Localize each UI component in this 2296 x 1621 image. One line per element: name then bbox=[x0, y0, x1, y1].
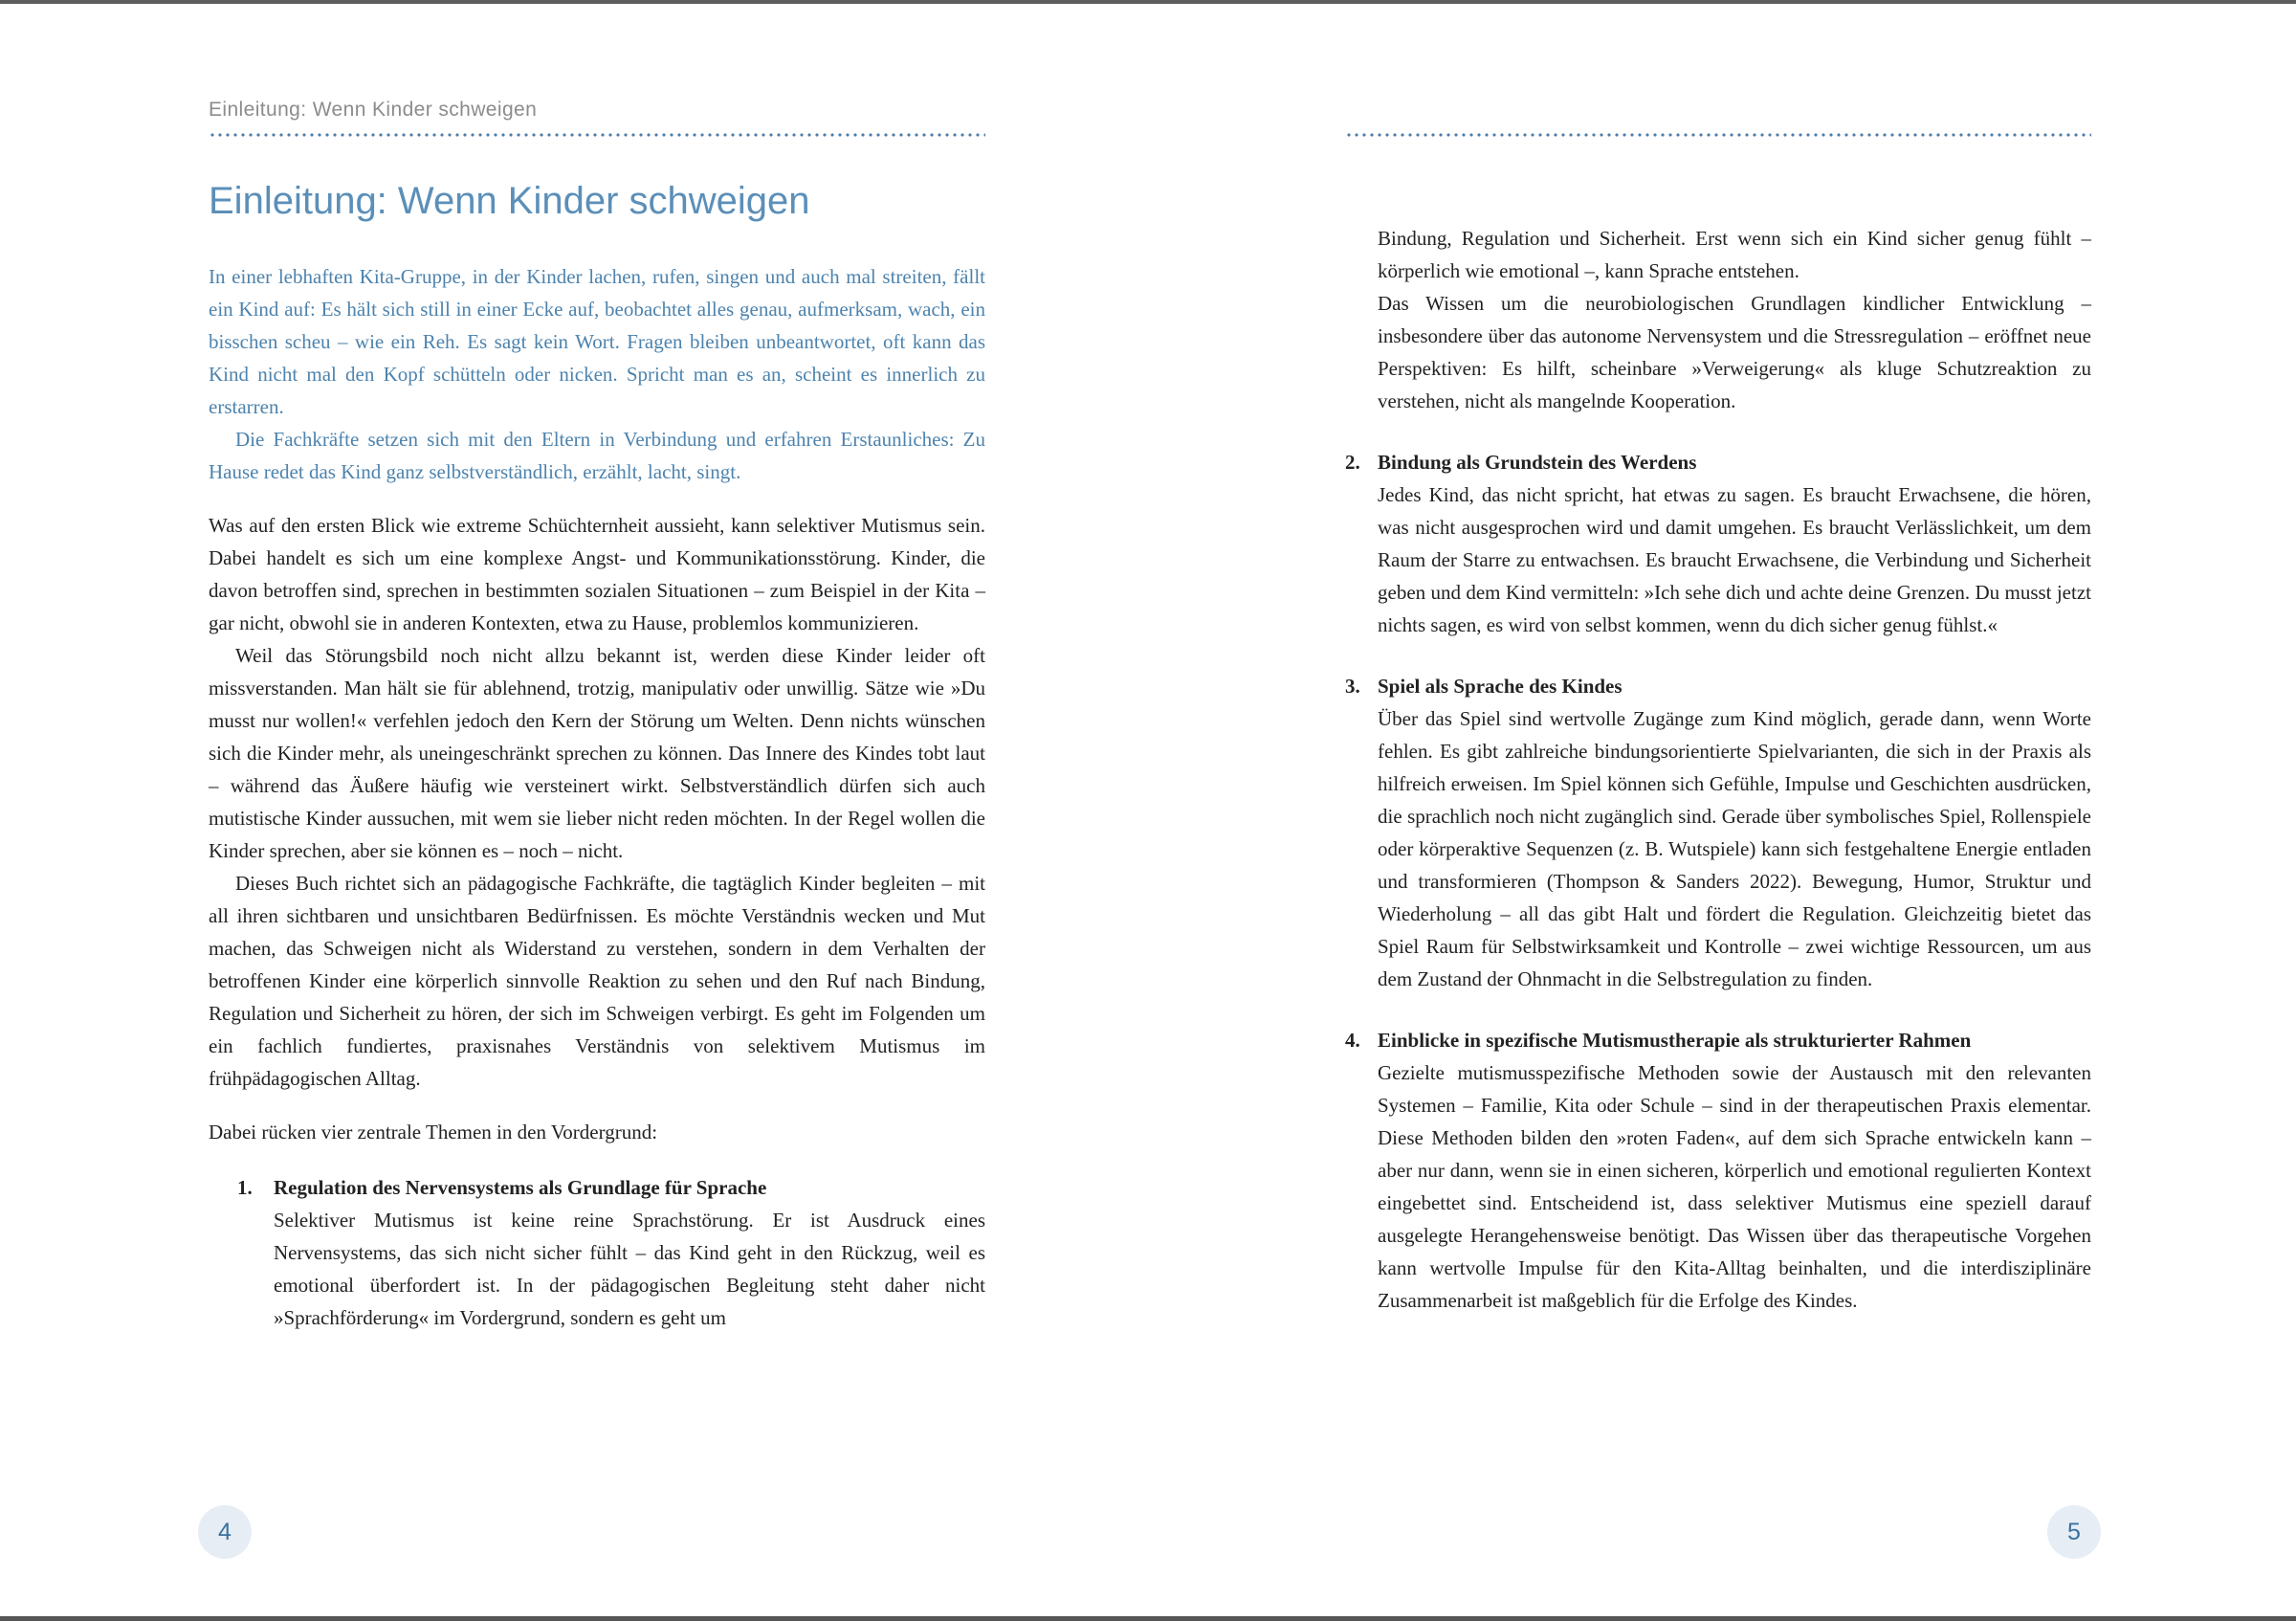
intro-paragraph: In einer lebhaften Kita-Gruppe, in der Kinder lachen, rufen, singen und auch mal streiten, fällt ein Kind auf: Es hält sich still in einer Ecke auf, beobachtet alles genau, aufmerksam, wach, ein bisschen scheu – wie ein Reh. Es sagt kein Wort. Fragen bleiben unbeantwortet, oft kann das Kind nicht mal den Kopf schütteln oder nicken. Spricht man es an, scheint es innerlich zu erstarren. bbox=[209, 265, 985, 418]
lead-in-line: Dabei rücken vier zentrale Themen in den Vordergrund: bbox=[209, 1121, 658, 1144]
item-heading: Regulation des Nervensystems als Grundlage für Sprache bbox=[274, 1176, 767, 1199]
numbered-item-2 bbox=[1345, 446, 2091, 641]
item-number: 3. bbox=[1345, 675, 1360, 698]
numbered-item-3 bbox=[1345, 670, 2091, 995]
numbered-item-4 bbox=[1345, 1024, 2091, 1317]
page-number-right: 5 bbox=[2047, 1505, 2101, 1559]
page-number-left: 4 bbox=[198, 1505, 252, 1559]
right-page bbox=[1345, 0, 2091, 1621]
item-body bbox=[274, 1171, 985, 1334]
item-text: Gezielte mutismusspezifische Methoden sowie der Austausch mit den relevanten Systemen – Familie, Kita oder Schule – sind in der therapeutischen Praxis elementar. Diese Methoden bilden den »roten Faden«, auf dem sich Sprache entwickeln kann – aber nur dann, wenn sie in einen sicheren, körperlich und emotional regulierten Kontext eingebettet sind. Entscheidend ist, dass selektiver Mutismus eine speziell darauf ausgelegte Herangehensweise benötigt. Das Wissen über das therapeutische Vorgehen kann wertvolle Impulse für den Kita-Alltag beinhalten, und die interdisziplinäre Zusammenarbeit ist maßgeblich für die Erfolge des Kindes. bbox=[1378, 1061, 2091, 1312]
left-page bbox=[209, 0, 985, 1621]
item-number: 1. bbox=[237, 1176, 253, 1199]
body-paragraph: Dieses Buch richtet sich an pädagogische Fachkräfte, die tagtäglich Kinder begleiten – mit all ihren sichtbaren und unsichtbaren Bedürfnissen. Es möchte Verständnis wecken und Mut machen, das Schweigen nicht als Widerstand zu verstehen, sondern in dem Verhalten der betroffenen Kinder eine körperlich sinnvolle Reaktion zu sehen und den Ruf nach Bindung, Regulation und Sicherheit zu hören, der sich im Schweigen verbirgt. Es geht im Folgenden um ein fachlich fundiertes, praxisnahes Verständnis von selektivem Mutismus im frühpädagogischen Alltag. bbox=[209, 872, 985, 1090]
item-text: Über das Spiel sind wertvolle Zugänge zum Kind möglich, gerade dann, wenn Worte fehlen. Es gibt zahlreiche bindungsorientierte Spielvarianten, die sich in der Praxis als hilfreich erweisen. Im Spiel können sich Gefühle, Impulse und Geschichten ausdrücken, die sprachlich noch nicht zugänglich sind. Gerade über symbolisches Spiel, Rollenspiele oder körperaktive Sequenzen (z. B. Wutspiele) kann sich festgehaltene Energie entladen und transformieren (Thompson & Sanders 2022). Bewegung, Humor, Struktur und Wiederholung – all das gibt Halt und fördert die Regulation. Gleichzeitig bietet das Spiel Raum für Selbstwirksamkeit und Kontrolle – zwei wichtige Ressourcen, um aus dem Zustand der Ohnmacht in die Selbstregulation zu finden. bbox=[1378, 707, 2091, 990]
running-header: Einleitung: Wenn Kinder schweigen bbox=[209, 99, 538, 121]
item-heading: Bindung als Grundstein des Werdens bbox=[1378, 451, 1697, 474]
item-body bbox=[1378, 670, 2091, 995]
item-number: 4. bbox=[1345, 1029, 1360, 1052]
item-heading: Einblicke in spezifische Mutismustherapie als strukturierter Rahmen bbox=[1378, 1029, 1972, 1052]
left-page-content bbox=[209, 0, 985, 1334]
body-paragraph: Was auf den ersten Blick wie extreme Schüchternheit aussieht, kann selektiver Mutismus sein. Dabei handelt es sich um eine komplexe Angst- und Kommunikationsstörung. Kinder, die davon betroffen sind, sprechen in bestimmten sozialen Situationen – zum Beispiel in der Kita – gar nicht, obwohl sie in anderen Kontexten, etwa zu Hause, problemlos kommunizieren. bbox=[209, 514, 985, 634]
body-paragraph: Weil das Störungsbild noch nicht allzu bekannt ist, werden diese Kinder leider oft missverstanden. Man hält sie für ablehnend, trotzig, manipulativ oder unwillig. Sätze wie »Du musst nur wollen!« verfehlen jedoch den Kern der Störung um Welten. Denn nichts wünschen sich die Kinder mehr, als uneingeschränkt sprechen zu können. Das Innere des Kindes tobt laut – während das Äußere häufig wie versteinert wirkt. Selbstverständlich dürfen sich auch mutistische Kinder aussuchen, mit wem sie lieber nicht reden möchten. In der Regel wollen die Kinder sprechen, aber sie können es – noch – nicht. bbox=[209, 644, 985, 862]
continuation-paragraph: Bindung, Regulation und Sicherheit. Erst wenn sich ein Kind sicher genug fühlt – körperlich wie emotional –, kann Sprache entstehen. bbox=[1378, 227, 2091, 282]
intro-paragraph: Die Fachkräfte setzen sich mit den Eltern in Verbindung und erfahren Erstaunliches: Zu Hause redet das Kind ganz selbstverständlich, erzählt, lacht, singt. bbox=[209, 428, 985, 483]
chapter-title: Einleitung: Wenn Kinder schweigen bbox=[209, 180, 810, 222]
item-heading: Spiel als Sprache des Kindes bbox=[1378, 675, 1623, 698]
item-body bbox=[1378, 1024, 2091, 1317]
numbered-item-1 bbox=[209, 1171, 985, 1334]
right-page-content bbox=[1345, 0, 2091, 1317]
intro-block bbox=[209, 260, 985, 488]
continuation-block bbox=[1378, 222, 2091, 417]
item-text: Selektiver Mutismus ist keine reine Sprachstörung. Er ist Ausdruck eines Nervensystems, das sich nicht sicher fühlt – das Kind geht in den Rückzug, weil es emotional überfordert ist. In der pädagogischen Begleitung steht daher nicht »Sprachförderung« im Vordergrund, sondern es geht um bbox=[274, 1209, 985, 1329]
continuation-paragraph: Das Wissen um die neurobiologischen Grundlagen kindlicher Entwicklung – insbesondere über das autonome Nervensystem und die Stressregulation – eröffnet neue Perspektiven: Es hilft, scheinbare »Verweigerung« als kluge Schutzreaktion zu verstehen, nicht als mangelnde Kooperation. bbox=[1378, 292, 2091, 412]
item-text: Jedes Kind, das nicht spricht, hat etwas zu sagen. Es braucht Erwachsene, die hören, was nicht ausgesprochen wird und damit umgehen. Es braucht Verlässlichkeit, um dem Raum der Starre zu entwachsen. Es braucht Erwachsene, die Verbindung und Sicherheit geben und dem Kind vermitteln: »Ich sehe dich und achte deine Grenzen. Du musst jetzt nichts sagen, es wird von selbst kommen, wenn du dich sicher genug fühlst.« bbox=[1378, 483, 2091, 636]
item-body bbox=[1378, 446, 2091, 641]
item-number: 2. bbox=[1345, 451, 1360, 474]
